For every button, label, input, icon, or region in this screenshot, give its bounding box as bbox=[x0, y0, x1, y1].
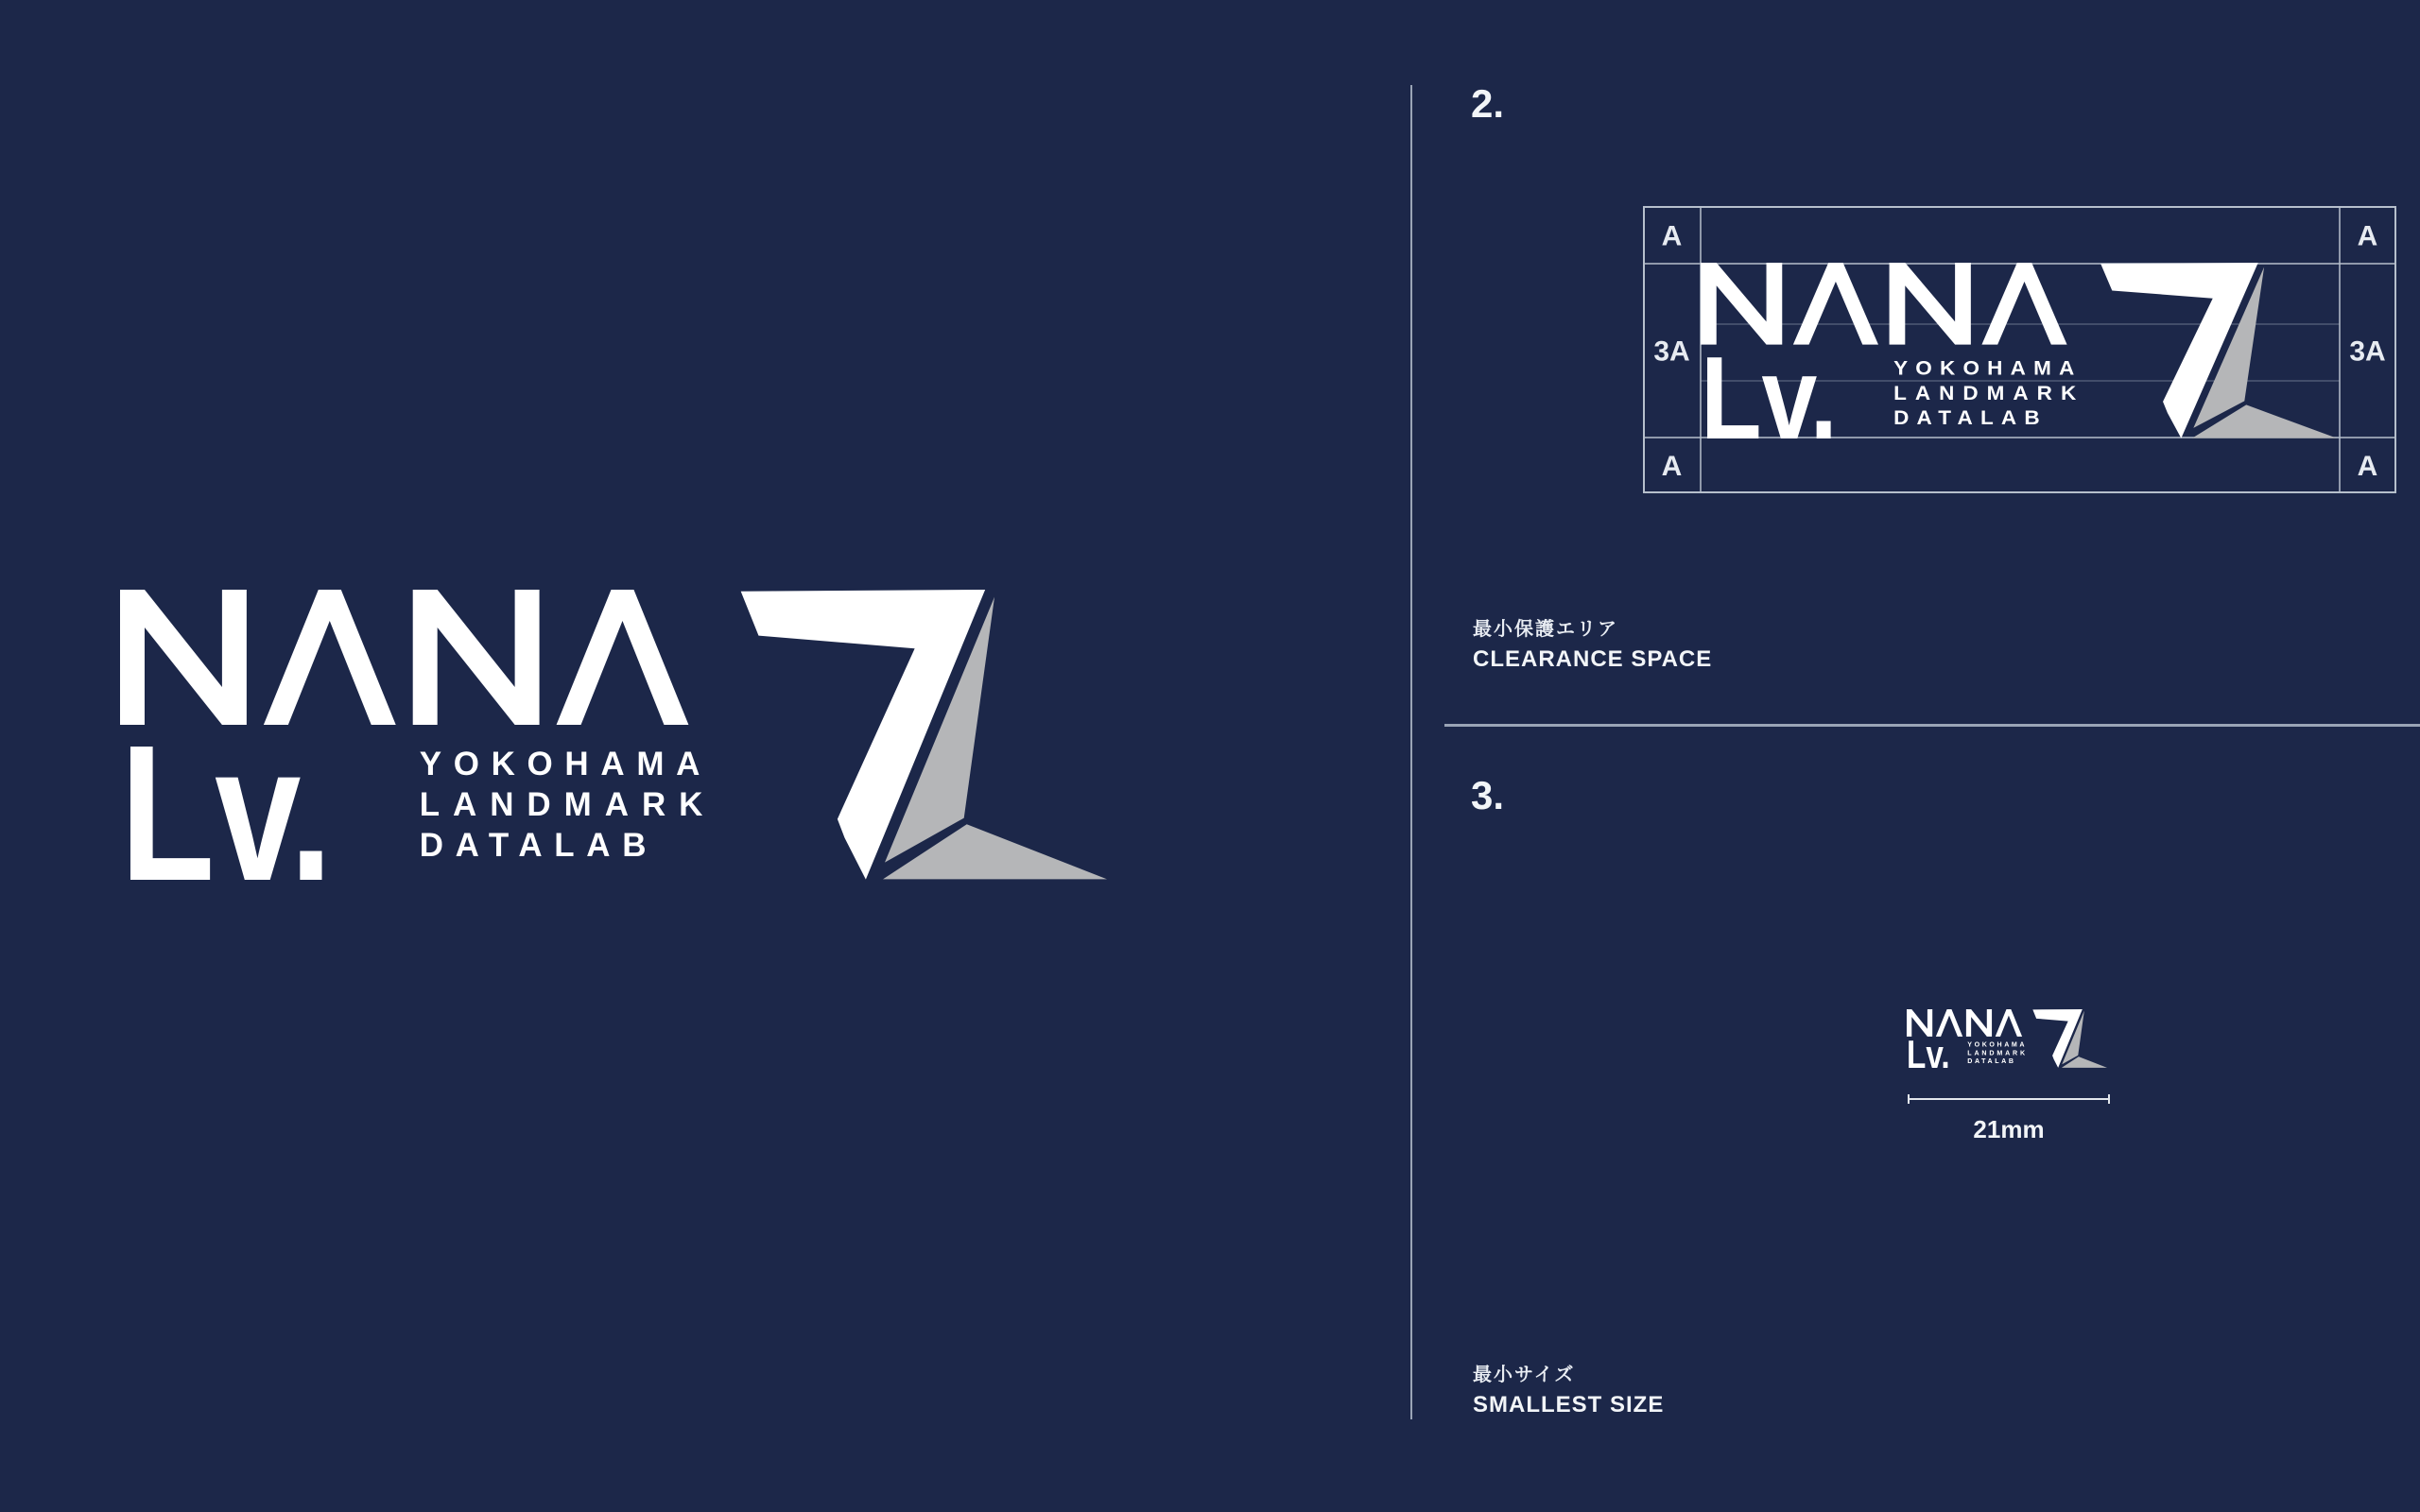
letter-a-1 bbox=[264, 590, 396, 725]
tagline-line-1: YOKOHAMA bbox=[419, 745, 700, 783]
wordmark-nana-graphic bbox=[1701, 263, 2067, 345]
grid-label-a-top-left: A bbox=[1661, 220, 1683, 252]
clearance-label-japanese: 最小保護エリア bbox=[1473, 619, 1618, 640]
measure-line-bar bbox=[1908, 1098, 2110, 1100]
letter-a-1 bbox=[1793, 263, 1878, 345]
wordmark-lv: Lv. bbox=[1907, 1032, 1950, 1068]
tagline-line-3: DATALAB bbox=[1893, 405, 2040, 429]
seven-mark bbox=[2100, 263, 2337, 438]
tagline-line-3: DATALAB bbox=[419, 826, 647, 865]
wordmark-nana-graphic bbox=[120, 590, 688, 725]
grid-label-3a-left: 3A bbox=[1653, 335, 1690, 368]
letter-a-2 bbox=[557, 590, 689, 725]
grid-label-a-bottom-right: A bbox=[2357, 451, 2378, 482]
letter-n-2 bbox=[413, 590, 540, 725]
tagline-line-1: YOKOHAMA bbox=[1967, 1040, 2025, 1049]
letter-a-2 bbox=[1996, 1009, 2022, 1037]
tagline-line-2: LANDMARK bbox=[1893, 381, 2077, 404]
grid-label-a-bottom-left: A bbox=[1661, 451, 1683, 482]
wordmark-lv: Lv. bbox=[120, 705, 333, 880]
letter-n-2 bbox=[1966, 1009, 1992, 1037]
clearance-label-english: CLEARANCE SPACE bbox=[1473, 646, 1713, 672]
seven-mark bbox=[2032, 1009, 2107, 1068]
smallest-label-english: SMALLEST SIZE bbox=[1473, 1392, 1665, 1418]
tagline-line-2: LANDMARK bbox=[419, 785, 703, 824]
grid-label-3a-right: 3A bbox=[2349, 335, 2386, 368]
wordmark-lv: Lv. bbox=[1701, 333, 1838, 438]
logo-lockup bbox=[120, 590, 1112, 880]
section-2-number: 2. bbox=[1471, 81, 1505, 126]
logo-lockup-main bbox=[120, 590, 1112, 880]
logo-lockup-clearance bbox=[1701, 263, 2340, 438]
logo-lockup-smallest bbox=[1907, 1009, 2108, 1068]
letter-n-1 bbox=[1701, 263, 1782, 345]
measurement-line bbox=[1908, 1094, 2110, 1104]
section-divider bbox=[1444, 724, 2420, 727]
measure-tick-right bbox=[2108, 1094, 2110, 1104]
tagline-line-2: LANDMARK bbox=[1967, 1049, 2026, 1057]
letter-n-2 bbox=[1890, 263, 1971, 345]
measurement-value: 21mm bbox=[1973, 1115, 2045, 1143]
seven-mark bbox=[741, 590, 1107, 880]
letter-n-1 bbox=[120, 590, 247, 725]
section-3-number: 3. bbox=[1471, 773, 1505, 817]
smallest-label-japanese: 最小サイズ bbox=[1473, 1365, 1576, 1385]
vertical-divider bbox=[1410, 85, 1412, 1419]
logo-lockup bbox=[1907, 1009, 2108, 1068]
tagline-line-1: YOKOHAMA bbox=[1893, 356, 2075, 380]
logo-lockup bbox=[1701, 263, 2340, 438]
letter-a-2 bbox=[1981, 263, 2066, 345]
tagline-line-3: DATALAB bbox=[1967, 1057, 2014, 1065]
grid-label-a-top-right: A bbox=[2357, 220, 2378, 252]
